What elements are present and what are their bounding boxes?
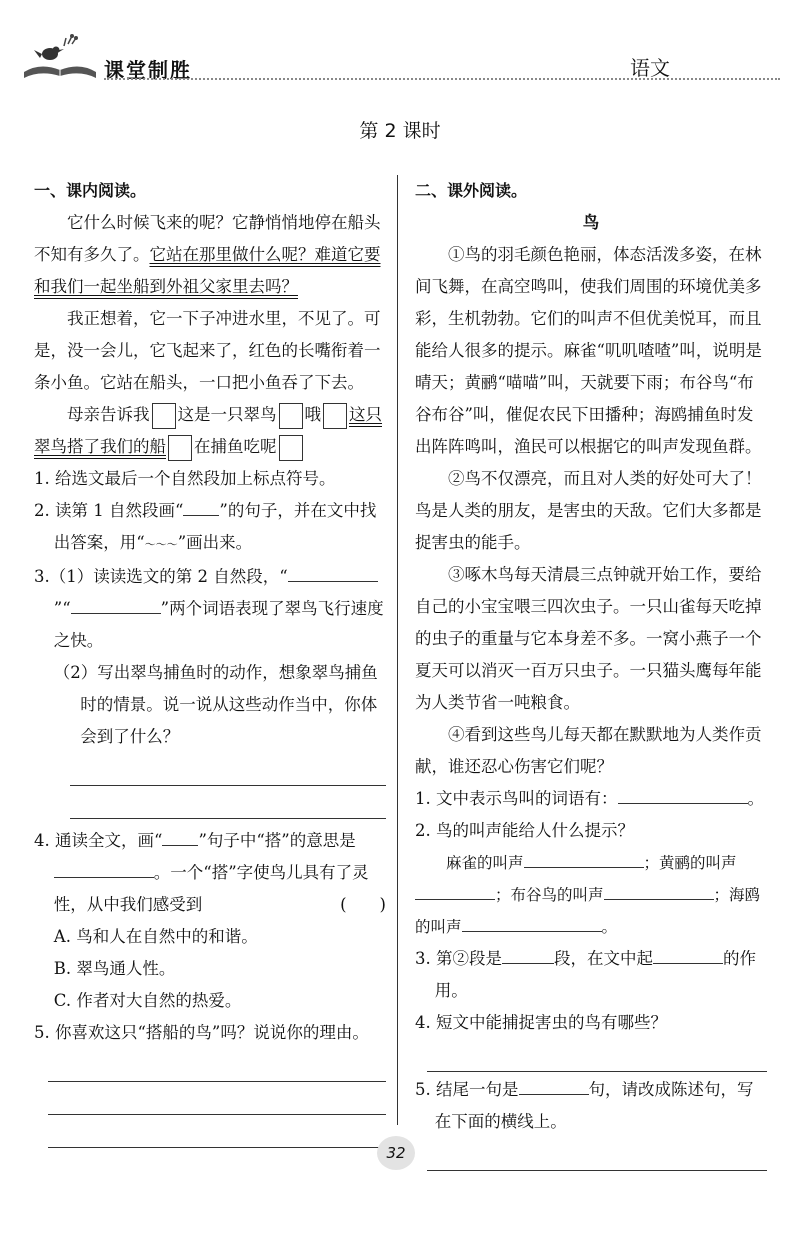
article-paragraph-4: ④看到这些鸟儿每天都在默默地为人类作贡献，谁还忍心伤害它们呢？ [415,725,762,776]
question-4: 4. 短文中能捕捉害虫的鸟有哪些？ [415,1013,667,1032]
brand-title: 课堂制胜 [104,58,192,82]
answer-blank[interactable] [653,945,723,964]
question-2-answers: 麻雀的叫声 ；黄鹂的叫声；布谷鸟的叫声 ；海鸥的叫声 。 [415,847,767,943]
answer-blank[interactable] [288,563,378,582]
answer-blank[interactable] [519,1076,589,1095]
question-1: 1. 给选文最后一个自然段加上标点符号。 [34,469,336,488]
answer-paren[interactable]: ( ) [340,895,386,914]
punctuation-box-1[interactable] [152,403,176,429]
answer-line[interactable] [427,1140,767,1171]
punctuation-box-2[interactable] [279,403,303,429]
answer-blank[interactable] [604,881,714,900]
section-in-class-reading [34,175,386,1150]
question-3: 3. 第②段是 段，在文中起 的作用。 [415,943,767,1007]
answer-line[interactable] [48,1051,386,1082]
article-paragraph-1: ①鸟的羽毛颜色艳丽，体态活泼多姿，在林间飞舞，在高空鸣叫，使我们周围的环境优美多彩，生机勃勃。它们的叫声不但优美悦耳，而且能给人很多的提示。麻雀“叽叽喳喳”叫，说明是晴天；黄鹂“喵喵”叫，天就要下雨；布谷鸟“布谷布谷”叫，催促农民下田播种；海鸥捕鱼时发出阵阵鸣叫，渔民可以根据它的叫声发现鱼群。 [415,245,762,456]
answer-blank[interactable] [71,595,161,614]
question-4: 4. 通读全文，画“ ”句子中“搭”的意思是。一个“搭”字使鸟儿具有了灵性，从中我们感受到 ( ) [34,825,386,921]
answer-blank[interactable] [524,849,644,868]
answer-blank[interactable] [618,785,748,804]
option-b: B. 翠鸟通人性。 [53,959,176,978]
article-paragraph-2: ②鸟不仅漂亮，而且对人类的好处可大了！鸟是人类的朋友，是害虫的天敌。它们大多都是捉害虫的能手。 [415,469,762,552]
answer-blank[interactable] [502,945,554,964]
passage-paragraph-1: 它什么时候飞来的呢？它静悄悄地停在船头不知有多久了。它站在那里做什么呢？难道它要和我们一起坐船到外祖父家里去吗？ [34,213,381,296]
answer-line[interactable] [70,788,386,819]
underlined-question-sentence: 它站在那里做什么呢？难道它要和我们一起坐船到外祖父家里去吗？ [34,245,381,296]
subject-label: 语文 [630,56,670,80]
answer-blank[interactable] [54,859,154,878]
answer-line[interactable] [48,1117,386,1148]
answer-line[interactable] [48,1084,386,1115]
answer-blank[interactable] [462,913,602,932]
column-divider [397,175,398,1125]
answer-blank[interactable] [415,881,495,900]
header-divider [104,78,780,80]
answer-line[interactable] [427,1041,767,1072]
passage-paragraph-3: 母亲告诉我 这是一只翠鸟 哦 这只翠鸟搭了我们的船 在捕鱼吃呢 [34,399,386,463]
punctuation-box-5[interactable] [279,435,303,461]
question-5: 5. 结尾一句是 句，请改成陈述句，写在下面的横线上。 [415,1074,767,1138]
answer-line[interactable] [70,755,386,786]
option-c: C. 作者对大自然的热爱。 [53,991,242,1010]
question-2: 2. 读第 1 自然段画“ ”的句子，并在文中找出答案，用“～～～”画出来。 [34,495,386,561]
page-number: 32 [377,1136,415,1170]
passage-paragraph-2: 我正想着，它一下子冲进水里，不见了。可是，没一会儿，它飞起来了，红色的长嘴衔着一条小鱼。它站在船头，一口把小鱼吞了下去。 [34,309,381,392]
question-3-1: 3.（1）读读选文的第 2 自然段，“”“ ”两个词语表现了翠鸟飞行速度之快。 [34,561,386,657]
question-3-2: （2）写出翠鸟捕鱼时的动作，想象翠鸟捕鱼时的情景。说一说从这些动作当中，你体会到了什么？ [53,663,378,746]
option-a: A. 鸟和人在自然中的和谐。 [53,927,258,946]
page-header [20,28,780,88]
section-extra-reading [415,175,767,1173]
question-2: 2. 鸟的叫声能给人什么提示？ [415,821,634,840]
punctuation-box-4[interactable] [168,435,192,461]
section1-heading: 一、课内阅读。 [34,181,147,200]
question-5: 5. 你喜欢这只“搭船的鸟”吗？说说你的理由。 [34,1023,369,1042]
section2-heading: 二、课外阅读。 [415,181,528,200]
bird-on-book-logo-icon [20,32,100,82]
article-title: 鸟 [582,213,600,232]
punctuation-box-3[interactable] [323,403,347,429]
article-paragraph-3: ③啄木鸟每天清晨三点钟就开始工作，要给自己的小宝宝喂三四次虫子。一只山雀每天吃掉的虫子的重量与它本身差不多。一窝小燕子一个夏天可以消灭一百万只虫子。一只猫头鹰每年能为人类节省一吨粮食。 [415,565,762,712]
lesson-title: 第 2 课时 [359,120,441,142]
question-1: 1. 文中表示鸟叫的词语有： 。 [415,783,767,815]
